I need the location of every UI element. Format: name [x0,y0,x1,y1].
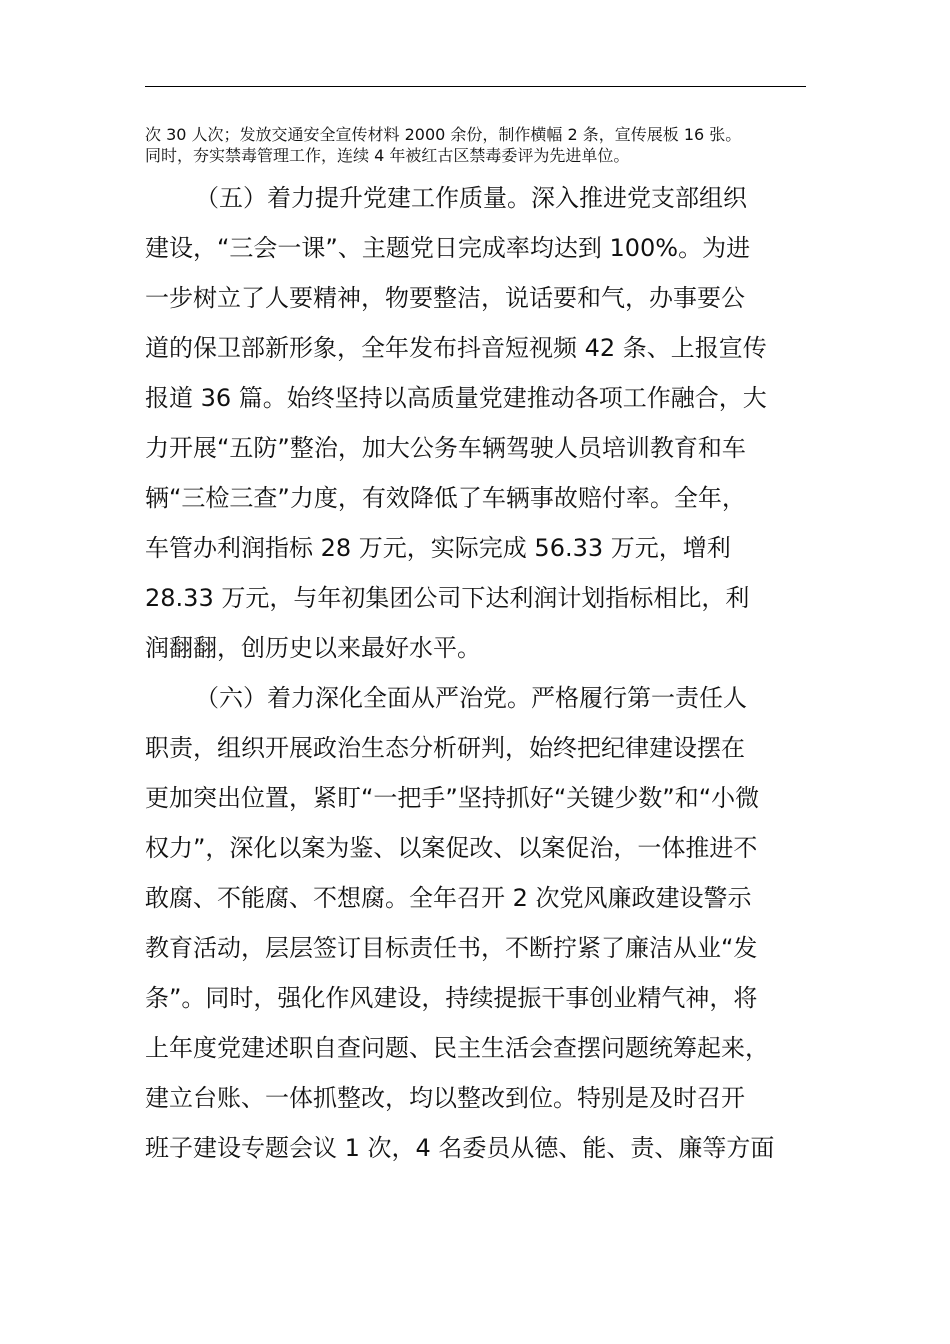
text-line: 次 30 人次；发放交通安全宣传材料 2000 余份，制作横幅 2 条，宣传展板 16 张。 [145,125,742,144]
text-line: 一步树立了人要精神，物要整洁，说话要和气，办事要公 [145,284,745,312]
text-line: 报道 36 篇。始终坚持以高质量党建推动各项工作融合，大 [145,384,767,412]
paragraph-section-5 [145,173,810,673]
text-line: 建设，“三会一课”、主题党日完成率均达到 100%。为进 [145,234,751,262]
text-line: 敢腐、不能腐、不想腐。全年召开 2 次党风廉政建设警示 [145,884,752,912]
text-line: 职责，组织开展政治生态分析研判，始终把纪律建设摆在 [145,734,745,762]
text-line: 道的保卫部新形象，全年发布抖音短视频 42 条、上报宣传 [145,334,767,362]
text-line: 28.33 万元，与年初集团公司下达利润计划指标相比，利 [145,584,750,612]
text-line: 更加突出位置，紧盯“一把手”坚持抓好“关键少数”和“小微 [145,784,760,812]
paragraph-section-6 [145,673,810,1173]
header-rule [145,86,806,87]
text-line: 班子建设专题会议 1 次，4 名委员从德、能、责、廉等方面 [145,1134,775,1162]
paragraph-first-line: （六）着力深化全面从严治党。严格履行第一责任人 [195,684,747,712]
text-line: 力开展“五防”整治，加大公务车辆驾驶人员培训教育和车 [145,434,746,462]
text-line: 润翻翻，创历史以来最好水平。 [145,634,481,662]
text-line: 权力”，深化以案为鉴、以案促改、以案促治，一体推进不 [145,834,758,862]
text-line: 教育活动，层层签订目标责任书，不断拧紧了廉洁从业“发 [145,934,758,962]
text-line: 车管办利润指标 28 万元，实际完成 56.33 万元，增利 [145,534,731,562]
continuation-paragraph [145,124,815,166]
text-line: 建立台账、一体抓整改，均以整改到位。特别是及时召开 [145,1084,745,1112]
text-line: 上年度党建述职自查问题、民主生活会查摆问题统筹起来， [145,1034,769,1062]
text-line: 条”。同时，强化作风建设，持续提振干事创业精气神，将 [145,984,758,1012]
text-line: 辆“三检三查”力度，有效降低了车辆事故赔付率。全年， [145,484,746,512]
text-line: 同时，夯实禁毒管理工作，连续 4 年被红古区禁毒委评为先进单位。 [145,146,630,165]
document-body [145,173,810,1173]
paragraph-first-line: （五）着力提升党建工作质量。深入推进党支部组织 [195,184,747,212]
